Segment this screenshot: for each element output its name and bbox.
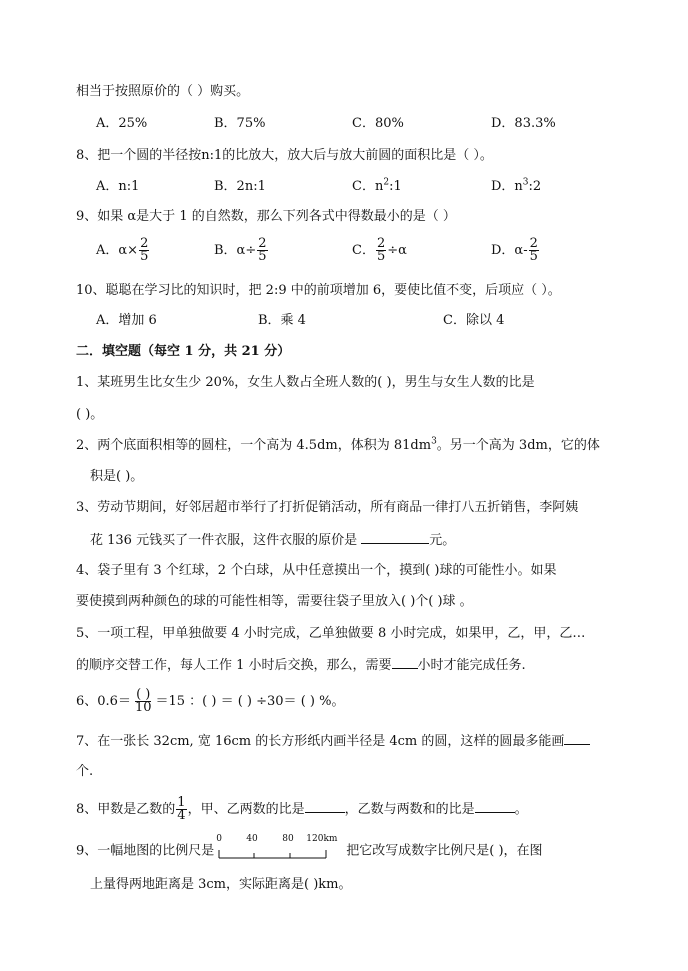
scale-label: 40 — [246, 834, 258, 844]
fill-q9-line2: 上量得两地距离是 3cm，实际距离是( )km。 — [90, 877, 352, 892]
fill-q5-line1: 5、一项工程，甲单独做要 4 小时完成，乙单独做要 8 小时完成，如果甲，乙，甲，乙… — [76, 626, 586, 641]
fill-q1-line2: ( )。 — [76, 407, 104, 422]
q10-stem: 10、聪聪在学习比的知识时，把 2:9 中的前项增加 6，要使比值不变，后项应（ ）。 — [76, 283, 561, 298]
scale-label: 0 — [216, 834, 223, 844]
answer-blank — [305, 800, 345, 813]
q10-option-b: B．乘 4 — [258, 313, 306, 328]
answer-blank — [564, 732, 590, 745]
scale-bar — [216, 834, 344, 864]
fill-q7-line2: 个. — [76, 764, 94, 779]
q7-option-b: B．75% — [214, 116, 266, 131]
fill-q4-line1: 4、袋子里有 3 个红球，2 个白球，从中任意摸出一个，摸到( )球的可能性小。如果 — [76, 563, 557, 578]
answer-blank — [392, 656, 418, 669]
fill-q5-line2: 的顺序交替工作，每人工作 1 小时后交换，那么，需要 小时才能完成任务. — [76, 658, 526, 673]
fraction: $\frac{1}{4}$ — [177, 795, 186, 823]
q9-option-b: B．α÷ $\frac{2}{5}$ — [214, 236, 267, 264]
fraction: $\frac{( )}{10}$ — [134, 687, 152, 715]
q7-option-a: A．25% — [96, 116, 148, 131]
q9-option-c: C． $\frac{2}{5}$ ÷α — [352, 236, 407, 264]
scale-label: 80 — [282, 834, 294, 844]
fill-q6: 6、0.6＝ $\frac{( )}{10}$ ＝15 ：( ) ＝ ( ) ÷30＝ ( ) %。 — [76, 687, 345, 715]
section-title: 二．填空题（每空 1 分，共 21 分） — [76, 344, 291, 359]
fraction: $\frac{2}{5}$ — [376, 236, 386, 264]
q8-option-a: A．n:1 — [96, 179, 140, 194]
q10-option-c: C．除以 4 — [443, 313, 505, 328]
answer-blank — [475, 800, 515, 813]
question-continuation: 相当于按照原价的（ ）购买。 — [76, 84, 250, 99]
fill-q2-line1: 2、两个底面积相等的圆柱，一个高为 4.5dm，体积为 $81dm^3$。另一个高为 3dm，它的体 — [76, 436, 600, 453]
fraction: $\frac{2}{5}$ — [529, 236, 538, 264]
answer-blank — [361, 531, 429, 544]
q9-option-d: D．α- $\frac{2}{5}$ — [491, 236, 538, 264]
fill-q1-line1: 1、某班男生比女生少 20%，女生人数占全班人数的( )，男生与女生人数的比是 — [76, 375, 535, 390]
fraction: $\frac{2}{5}$ — [258, 236, 267, 264]
scale-line — [216, 838, 344, 864]
q8-stem: 8、把一个圆的半径按n:1的比放大，放大后与放大前圆的面积比是（ ）。 — [76, 148, 493, 163]
fill-q8: 8、甲数是乙数的 $\frac{1}{4}$ ，甲、乙两数的比是 ，乙数与两数和的比是 。 — [76, 795, 528, 823]
q9-stem: 9、如果 α是大于 1 的自然数，那么下列各式中得数最小的是（ ） — [76, 209, 456, 224]
fill-q3-line2: 花 136 元钱买了一件衣服，这件衣服的原价是 元。 — [90, 533, 456, 548]
q10-option-a: A．增加 6 — [96, 313, 157, 328]
fill-q4-line2: 要使摸到两种颜色的球的可能性相等，需要往袋子里放入( )个( )球 。 — [76, 594, 473, 609]
q8-option-b: B．2n:1 — [214, 179, 266, 194]
scale-label: 120km — [306, 834, 338, 844]
q7-option-d: D．83.3% — [491, 116, 556, 131]
q7-option-c: C．80% — [352, 116, 404, 131]
fill-q3-line1: 3、劳动节期间，好邻居超市举行了打折促销活动，所有商品一律打八五折销售，李阿姨 — [76, 500, 579, 515]
fill-q7-line1: 7、在一张长 32cm, 宽 16cm 的长方形纸内画半径是 4cm 的圆，这样的圆最多能画 — [76, 732, 590, 751]
q8-option-d: D．$n^3:2$ — [491, 177, 542, 194]
fill-q2-line2: 积是( )。 — [90, 469, 144, 484]
q8-option-c: C．$n^2:1$ — [352, 177, 402, 194]
fraction: $\frac{2}{5}$ — [140, 236, 149, 264]
q9-option-a: A．α× $\frac{2}{5}$ — [96, 236, 149, 264]
fill-q9-line1: 9、一幅地图的比例尺是 0 40 80 120km 把它改写成数字比例尺是( )，在图 — [76, 838, 543, 864]
